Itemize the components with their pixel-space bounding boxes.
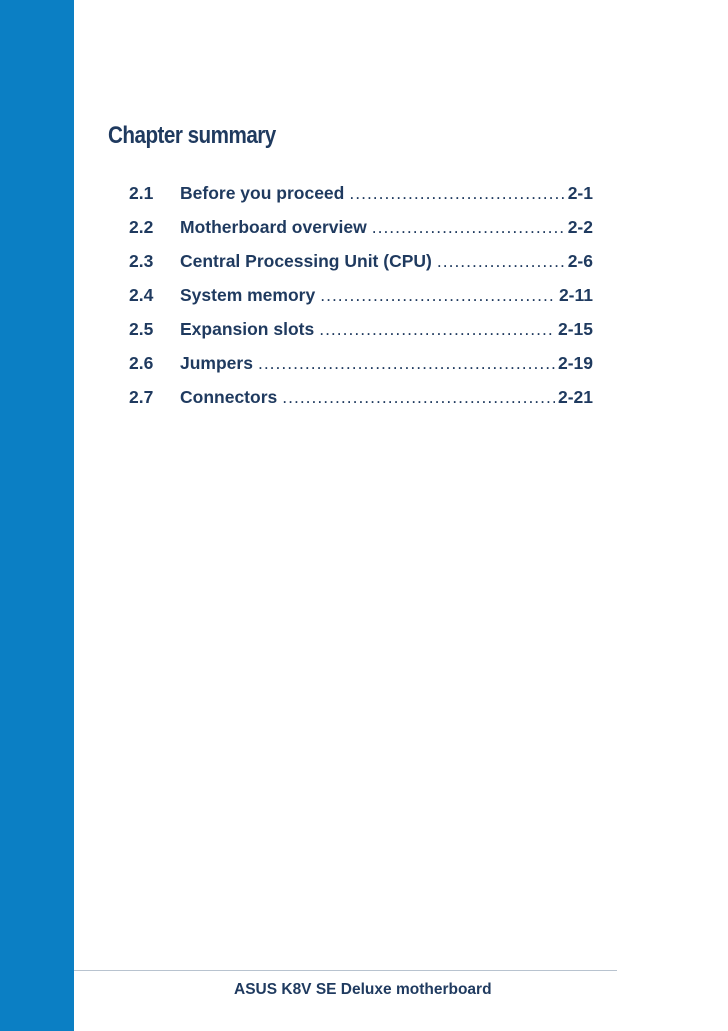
toc-number: 2.1	[129, 183, 154, 203]
toc-page-number: 2-6	[567, 251, 593, 271]
toc-entry[interactable]	[129, 244, 593, 278]
chapter-title: Chapter summary	[108, 122, 276, 149]
toc-dot-leader	[349, 176, 564, 210]
toc-page-number: 2-15	[557, 319, 593, 339]
footer-product-name: ASUS K8V SE Deluxe motherboard	[234, 981, 492, 998]
footer-divider	[74, 970, 617, 971]
toc-title: System memory	[180, 285, 316, 305]
toc-number: 2.6	[129, 353, 154, 373]
toc-dot-leader	[282, 380, 555, 414]
toc-entry[interactable]	[129, 278, 593, 312]
toc-page-number: 2-1	[567, 183, 593, 203]
toc-title: Expansion slots	[180, 319, 315, 339]
toc-number: 2.2	[129, 217, 154, 237]
toc-number: 2.3	[129, 251, 154, 271]
toc-title: Motherboard overview	[180, 217, 367, 237]
toc-dot-leader	[372, 210, 565, 244]
table-of-contents	[129, 176, 593, 414]
toc-title: Central Processing Unit (CPU)	[180, 251, 432, 271]
toc-entry[interactable]	[129, 380, 593, 414]
toc-page-number: 2-19	[557, 353, 593, 373]
toc-number: 2.7	[129, 387, 154, 407]
toc-dot-leader	[319, 312, 555, 346]
toc-entry[interactable]	[129, 176, 593, 210]
toc-page-number: 2-21	[557, 387, 593, 407]
toc-number: 2.4	[129, 285, 154, 305]
toc-page-number: 2-11	[558, 285, 593, 305]
toc-title: Connectors	[180, 387, 278, 407]
toc-title: Before you proceed	[180, 183, 345, 203]
toc-page-number: 2-2	[567, 217, 593, 237]
toc-dot-leader	[258, 346, 555, 380]
toc-dot-leader	[437, 244, 565, 278]
chapter-sidebar-bar	[0, 0, 74, 1031]
toc-dot-leader	[320, 278, 556, 312]
toc-entry[interactable]	[129, 312, 593, 346]
toc-number: 2.5	[129, 319, 154, 339]
toc-entry[interactable]	[129, 346, 593, 380]
toc-title: Jumpers	[180, 353, 253, 373]
toc-entry[interactable]	[129, 210, 593, 244]
